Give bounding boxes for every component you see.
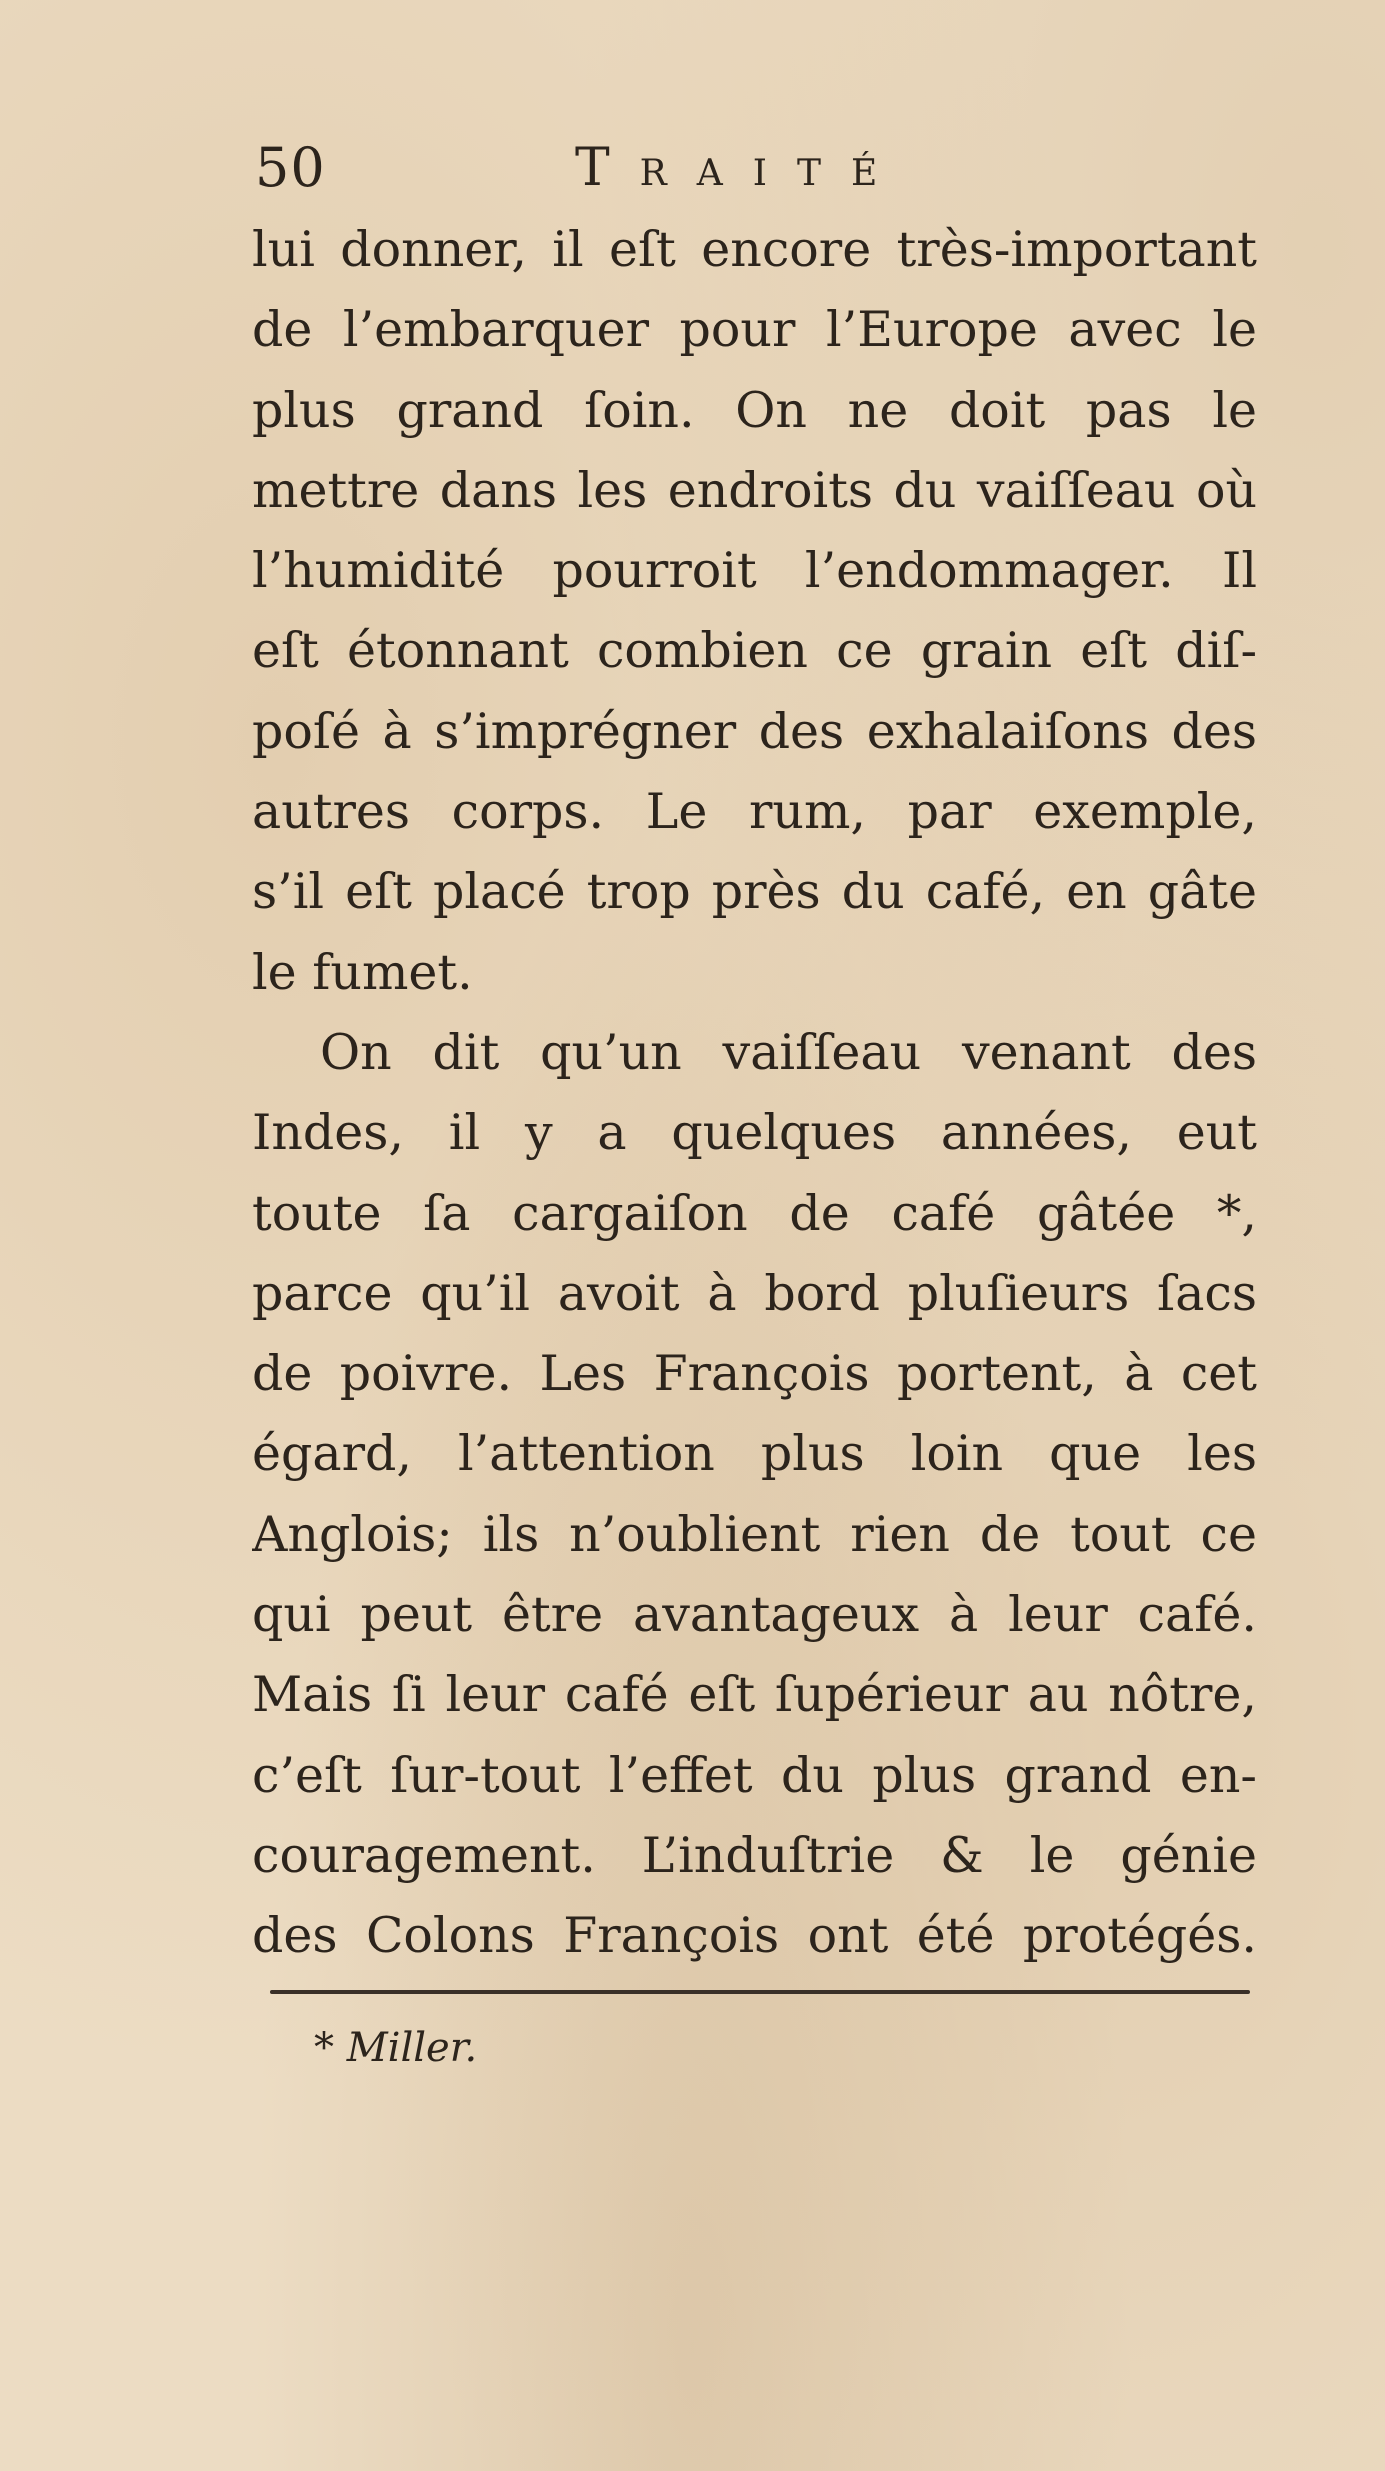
text-line: de poivre. Les François portent, à cet (252, 1345, 1257, 1403)
text-line: plus grand ſoin. On ne doit pas le (252, 381, 1257, 439)
text-line: Anglois; ils n’oublient rien de tout ce (252, 1505, 1257, 1563)
text-line: de l’embarquer pour l’Europe avec le (252, 301, 1257, 359)
page-header (255, 128, 1255, 208)
text-line: Indes, il y a quelques années, eut (252, 1104, 1257, 1162)
text-line: parce qu’il avoit à bord pluſieurs ſacs (252, 1264, 1257, 1322)
text-line: toute ſa cargaiſon de café gâtée *, (252, 1184, 1257, 1242)
text-line: c’eſt ſur-tout l’effet du plus grand en- (252, 1746, 1257, 1804)
text-line: mettre dans les endroits du vaiſſeau où (252, 461, 1257, 519)
text-line: s’il eſt placé trop près du café, en gâte (252, 863, 1257, 921)
paragraph-2 (252, 1013, 1257, 1977)
text-line: autres corps. Le rum, par exemple, (252, 783, 1257, 841)
text-line: poſé à s’imprégner des exhalaiſons des (252, 702, 1257, 760)
text-line: qui peut être avantageux à leur café. (252, 1586, 1257, 1644)
text-line: égard, l’attention plus loin que les (252, 1425, 1257, 1483)
running-head: Traité (575, 138, 908, 198)
text-line: lui donner, il eſt encore très-important (252, 221, 1257, 278)
paragraph-1 (252, 210, 1257, 1013)
footnote: * Miller. (314, 2025, 478, 2071)
text-line: couragement. L’induſtrie & le génie (252, 1826, 1257, 1884)
text-line: des Colons François ont été protégés. (252, 1907, 1257, 1965)
text-line: On dit qu’un vaiſſeau venant des (320, 1023, 1257, 1081)
page-number: 50 (255, 136, 326, 199)
text-line: l’humidité pourroit l’endommager. Il (252, 542, 1257, 600)
text-line: eſt étonnant combien ce grain eſt diſ- (252, 622, 1257, 680)
text-line: Mais ſi leur café eſt ſupérieur au nôtre, (252, 1666, 1257, 1724)
body-text (252, 210, 1257, 1977)
text-line: le fumet. (252, 943, 473, 1001)
footnote-rule (270, 1990, 1250, 1994)
